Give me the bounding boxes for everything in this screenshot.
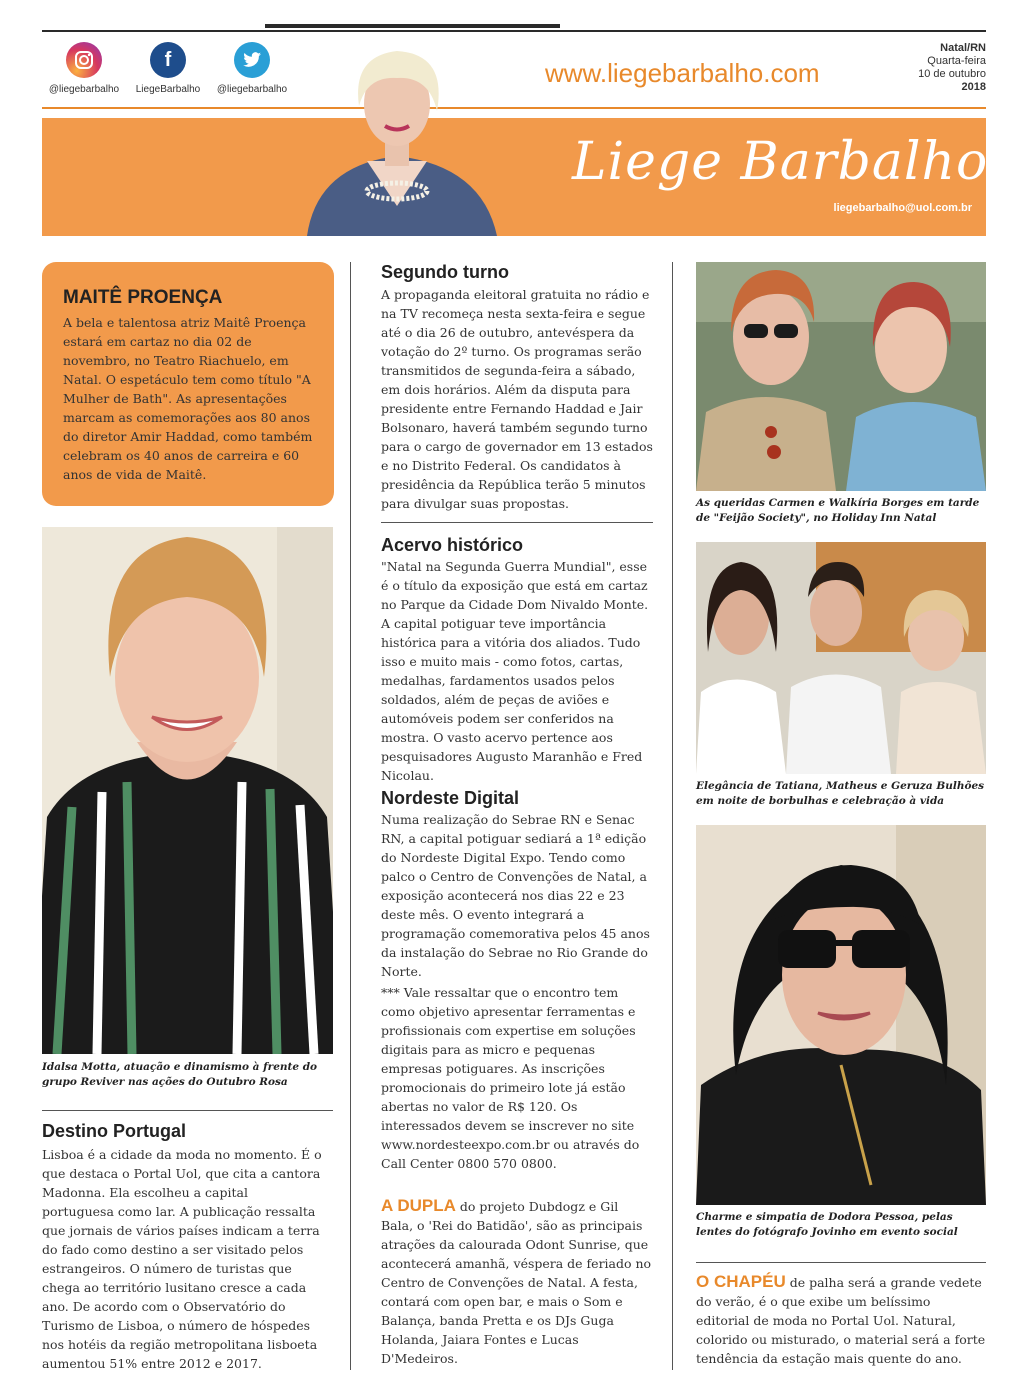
destino-text: Lisboa é a cidade da moda no momento. É o que destaca o Portal Uol, que cita a cantora Madonna. Ela escolheu a capital portuguesa como lar. A publicação ressalta que jornais de vários países indicam a terra do fado como destino a ser visitado pelos estrangeiros. O número de turistas que chega ao território lusitano cresce a cada ano. De acordo com o Observatório do Turismo de Lisboa, o número de hóspedes nos hotéis da região metropolitana lisboeta aumentou 51% entre 2012 e 2017.	[42, 1147, 322, 1371]
date-block	[918, 42, 986, 94]
nordeste-text: Numa realização do Sebrae RN e Senac RN, a capital potiguar sediará a 1ª edição do Nordeste Digital Expo. Tendo como palco o Centro de Convenções de Natal, a exposição acontecerá nos dias 22 e 23 deste mês. O evento integrará a programação comemorativa pelos 45 anos da instalação do Sebrae no Rio Grande do Norte.	[381, 812, 650, 979]
masthead-email[interactable]: liegebarbalho@uol.com.br	[833, 202, 972, 214]
instagram-icon	[66, 42, 102, 78]
nordeste-title: Nordeste Digital	[381, 788, 520, 808]
section-rule	[696, 1262, 986, 1263]
facebook-icon: f	[150, 42, 186, 78]
instagram-handle: @liegebarbalho	[48, 84, 120, 95]
weekday: Quarta-feira	[927, 55, 986, 67]
site-url[interactable]: www.liegebarbalho.com	[545, 58, 820, 88]
dupla-text: do projeto Dubdogz e Gil Bala, o 'Rei do Batidão', são as principais atrações da calourada Odont Sunrise, que acontecerá amanhã, véspera de feriado no Centro de Convenções de Natal. A festa, contará com open bar, e mais o Som e Balança, banda Pretta e os DJs Guga Holanda, Jaiara Fontes e Lucas D'Medeiros.	[381, 1199, 652, 1366]
section-rule	[381, 522, 653, 523]
dupla-lead: A DUPLA	[381, 1196, 456, 1215]
social-facebook[interactable]	[128, 42, 208, 95]
city: Natal/RN	[940, 42, 986, 54]
date: 10 de outubro	[918, 68, 986, 80]
chapeu-text: de palha será a grande vedete do verão, é o que exibe um belíssimo editorial de moda no Portal Uol. Natural, colorido ou misturado, o material será a forte tendência da estação mais quente do ano.	[696, 1275, 986, 1366]
carmen-walkiria-photo	[696, 262, 986, 491]
dodora-caption: Charme e simpatia de Dodora Pessoa, pelas lentes do fotógrafo Jovinho em evento social	[696, 1211, 958, 1238]
acervo-title: Acervo histórico	[381, 535, 524, 555]
segundo-turno-title: Segundo turno	[381, 262, 509, 282]
carmen-caption: As queridas Carmen e Walkíria Borges em tarde de "Feijão Society", no Holiday Inn Natal	[696, 497, 980, 524]
section-rule	[42, 1110, 333, 1111]
column-divider-2	[672, 262, 673, 1370]
maite-title: MAITÊ PROENÇA	[63, 287, 223, 308]
twitter-icon	[234, 42, 270, 78]
chapeu-paragraph	[696, 1272, 986, 1368]
chapeu-lead: O CHAPÉU	[696, 1272, 786, 1291]
tatiana-matheus-photo	[696, 542, 986, 774]
nordeste-text-2: *** Vale ressaltar que o encontro tem como objetivo apresentar ferramentas e profissionais com expertise em soluções digitais para as micro e pequenas empresas potiguares. As inscrições promocionais do primeiro lote já estão abertas no valor de R$ 120. Os interessados devem se inscrever no site www.nordesteexpo.com.br ou através do Call Center 0800 570 0800.	[381, 985, 640, 1171]
tatiana-caption: Elegância de Tatiana, Matheus e Geruza Bulhões em noite de borbulhas e celebração à vida	[696, 780, 985, 807]
dodora-photo	[696, 825, 986, 1205]
header-top-rule	[42, 30, 986, 32]
column-divider-1	[350, 262, 351, 1370]
destino-title: Destino Portugal	[42, 1121, 187, 1141]
maite-text: A bela e talentosa atriz Maitê Proença estará em cartaz no dia 02 de novembro, no Teatro Riachuelo, em Natal. O espetáculo tem como título "A Mulher de Bath". As apresentações marcam as comemorações aos 80 anos do diretor Amir Haddad, como também celebram os 40 anos de carreira e 60 anos de vida de Maitê.	[63, 315, 313, 482]
idalsa-photo	[42, 527, 333, 1054]
social-instagram[interactable]	[44, 42, 124, 95]
segundo-turno-text: A propaganda eleitoral gratuita no rádio e na TV recomeça nesta sexta-feira e segue até o dia 26 de outubro, antevéspera da votação do 2º turno. Os programas serão transmitidos de segunda-feira a sábado, em dois horários. Além da disputa para presidente entre Fernando Haddad e Jair Bolsonaro, haverá também segundo turno para o cargo de governador em 13 estados e no Distrito Federal. Os candidatos à presidência da República terão 5 minutos para divulgar suas propostas.	[381, 287, 653, 511]
social-twitter[interactable]	[212, 42, 292, 95]
columnist-portrait	[297, 36, 502, 236]
masthead-title: Liege Barbalho	[572, 132, 989, 192]
dupla-paragraph	[381, 1196, 653, 1368]
top-decorative-bar	[265, 24, 560, 28]
facebook-handle: LiegeBarbalho	[135, 84, 201, 95]
header-orange-rule	[42, 107, 986, 109]
acervo-text: "Natal na Segunda Guerra Mundial", esse é o título da exposição que está em cartaz no Parque da Cidade Dom Nivaldo Monte. A capital potiguar teve importância histórica para a vitória dos aliados. Tudo isso e muito mais - como fotos, cartas, medalhas, fardamentos usados pelos soldados, além de peças de aviões e automóveis podem ser conferidos na mostra. O vasto acervo pertence aos pesquisadores Augusto Maranhão e Fred Nicolau.	[381, 559, 649, 783]
year: 2018	[961, 81, 986, 93]
idalsa-caption: Idalsa Motta, atuação e dinamismo à frente do grupo Reviver nas ações do Outubro Rosa	[42, 1061, 318, 1088]
twitter-handle: @liegebarbalho	[216, 84, 288, 95]
